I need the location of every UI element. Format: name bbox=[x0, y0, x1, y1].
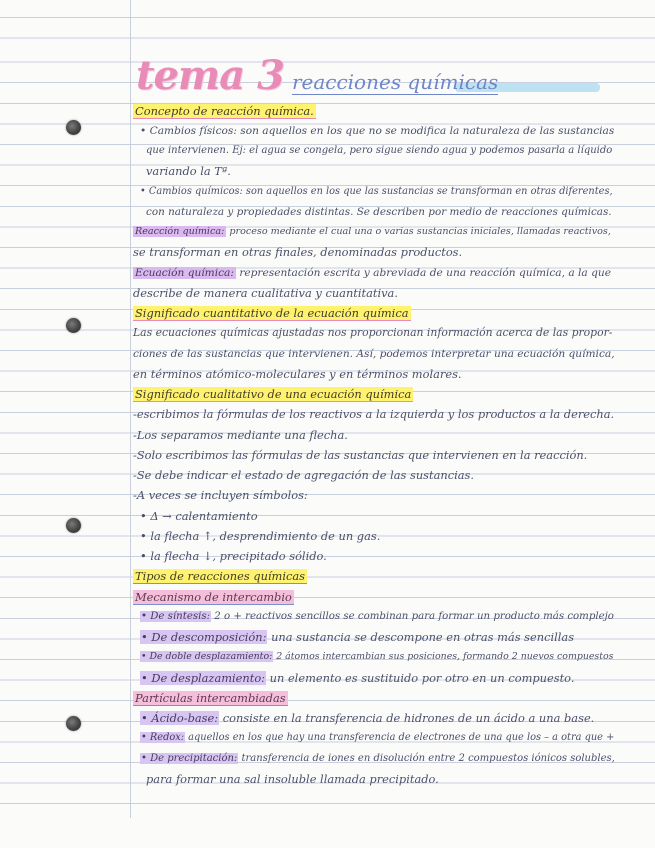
type-item: • Redox: aquellos en los que hay una transferencia de electrones de una que los – a otra que + bbox=[141, 732, 615, 743]
note-line: en términos atómico-moleculares y en términos molares. bbox=[133, 367, 462, 381]
note-line: -Se debe indicar el estado de agregación de las sustancias. bbox=[133, 468, 474, 482]
title-main: tema 3 bbox=[136, 52, 284, 99]
punch-hole bbox=[66, 318, 81, 333]
type-item: • Ácido-base: consiste en la transferencia de hidrones de un ácido a una base. bbox=[141, 711, 595, 725]
note-line: describe de manera cualitativa y cuantitativa. bbox=[133, 286, 398, 300]
subheading-particulas: Partículas intercambiadas bbox=[135, 691, 286, 705]
note-line: -Los separamos mediante una flecha. bbox=[133, 428, 348, 442]
note-line: con naturaleza y propiedades distintas. Se describen por medio de reacciones químicas. bbox=[146, 206, 612, 218]
symbol-item: • la flecha ↑, desprendimiento de un gas. bbox=[140, 529, 381, 543]
note-line: -escribimos la fórmulas de los reactivos a la izquierda y los productos a la derecha. bbox=[133, 407, 615, 421]
heading-cuantitativo: Significado cuantitativo de la ecuación química bbox=[135, 306, 409, 320]
type-item: • De desplazamiento: un elemento es sustituido por otro en un compuesto. bbox=[141, 671, 575, 685]
heading-cualitativo: Significado cualitativo de una ecuación química bbox=[135, 387, 412, 401]
type-item: • De precipitación: transferencia de iones en disolución entre 2 compuestos iónicos solubles, bbox=[141, 753, 615, 764]
note-line: variando la Tª. bbox=[146, 164, 231, 178]
note-line: • Cambios químicos: son aquellos en los que las sustancias se transforman en otras diferentes, bbox=[140, 186, 613, 197]
symbol-item: • Δ → calentamiento bbox=[140, 509, 258, 523]
type-item: • De síntesis: 2 o + reactivos sencillos se combinan para formar un producto más complejo bbox=[141, 611, 614, 622]
definition-line: Reacción química: proceso mediante el cual una o varias sustancias iniciales, llamadas reactivos, bbox=[135, 226, 611, 237]
heading-concepto: Concepto de reacción química. bbox=[135, 104, 314, 118]
heading-tipos: Tipos de reacciones químicas bbox=[135, 569, 306, 583]
punch-hole bbox=[66, 518, 81, 533]
note-line: -A veces se incluyen símbolos: bbox=[133, 488, 308, 502]
symbol-item: • la flecha ↓, precipitado sólido. bbox=[140, 549, 327, 563]
type-item: • De doble desplazamiento: 2 átomos intercambian sus posiciones, formando 2 nuevos compuestos bbox=[141, 651, 614, 662]
punch-hole bbox=[66, 120, 81, 135]
punch-hole bbox=[66, 716, 81, 731]
note-line: -Solo escribimos las fórmulas de las sustancias que intervienen en la reacción. bbox=[133, 448, 588, 462]
definition-line: Ecuación química: representación escrita y abreviada de una reacción química, a la que bbox=[135, 267, 611, 279]
margin-line bbox=[130, 0, 131, 848]
subheading-mecanismo: Mecanismo de intercambio bbox=[135, 590, 292, 604]
type-item: • De descomposición: una sustancia se descompone en otras más sencillas bbox=[141, 630, 575, 644]
note-line: • Cambios físicos: son aquellos en los que no se modifica la naturaleza de las sustancias bbox=[140, 125, 615, 137]
note-line: para formar una sal insoluble llamada precipitado. bbox=[146, 772, 439, 786]
title-subtitle: reacciones químicas bbox=[291, 70, 499, 94]
note-line: Las ecuaciones químicas ajustadas nos proporcionan información acerca de las propor- bbox=[133, 326, 613, 339]
note-line: ciones de las sustancias que intervienen. Así, podemos interpretar una ecuación química, bbox=[133, 348, 615, 360]
note-line: se transforman en otras finales, denominadas productos. bbox=[133, 245, 463, 259]
note-line: que intervienen. Ej: el agua se congela, pero sigue siendo agua y podemos pasarla a líquido bbox=[146, 145, 613, 156]
page-title bbox=[136, 52, 498, 102]
